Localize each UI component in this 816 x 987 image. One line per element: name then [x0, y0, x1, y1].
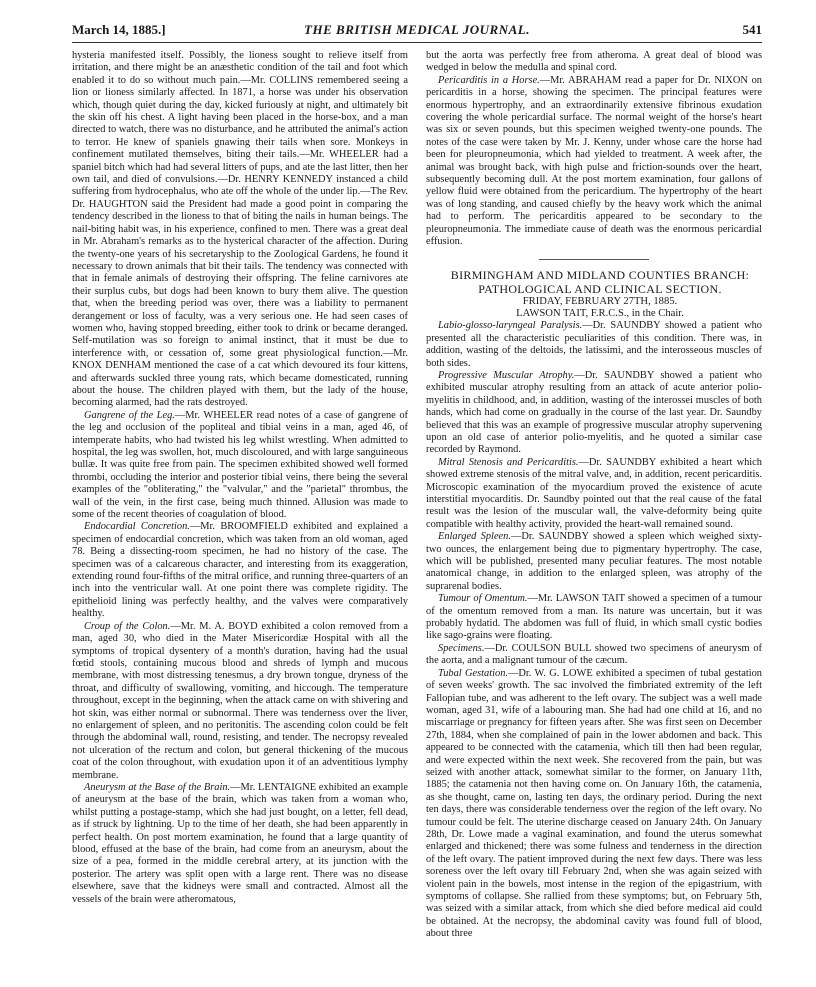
case-paragraph: [426, 75, 762, 249]
paragraph-text: —Dr. COULSON BULL showed two specimens of aneurysm of the aorta, and a malignant tumour of the cæcum.: [426, 642, 762, 667]
case-paragraph: [72, 621, 408, 782]
page-number: 541: [742, 22, 762, 37]
case-title: Gangrene of the Leg.: [84, 409, 175, 421]
case-paragraph: [426, 457, 762, 531]
continued-paragraph: [72, 50, 408, 410]
right-column-top: [426, 50, 762, 249]
paragraph-text: —Mr. LAWSON TAIT showed a specimen of a tumour of the omentum removed from a man. Its nature was uncertain, but it was probably hydatid. The abdomen was full of fluid, in which small cystic bodies like sago-grains were floating.: [426, 593, 762, 642]
paragraph-text: but the aorta was perfectly free from atheroma. A great deal of blood was wedged in below the medulla and spinal cord.: [426, 50, 762, 74]
section-divider: [539, 259, 649, 260]
case-title: Aneurysm at the Base of the Brain.: [84, 781, 231, 793]
case-paragraph: [426, 531, 762, 593]
case-title: Endocardial Concretion.: [84, 521, 190, 533]
case-title: Labio-glosso-laryngeal Paralysis.: [438, 320, 583, 332]
paragraph-text: —Dr. SAUNDBY exhibited a heart which showed extreme stenosis of the mitral valve, and, in addition, recent pericarditis. Microscopic examination of the myocardium proved the existence of acute interstitial myocarditis. Dr. Saundby pointed out that the real cause of the fatal result was the lesion of the muscular wall, the valve-deformity being quite compatible with healthy activity, provided the heart-wall remained sound.: [426, 456, 762, 530]
case-paragraph: [72, 410, 408, 522]
journal-title: THE BRITISH MEDICAL JOURNAL.: [304, 22, 530, 37]
paragraph-text: —Dr. SAUNDBY showed a patient who presented all the characteristic peculiarities of this condition. There was, in addition, wasting of the deltoids, the latissimi, and the interosseous muscles of both sides.: [426, 320, 762, 369]
case-title: Specimens.: [438, 642, 485, 654]
page-header: [72, 20, 762, 43]
case-title: Tumour of Omentum.: [438, 593, 528, 605]
case-paragraph: [72, 521, 408, 620]
case-title: Enlarged Spleen.: [438, 531, 511, 543]
paragraph-text: —Mr. LENTAIGNE exhibited an example of aneurysm at the base of the brain, which was taken from a woman who, whilst putting a postage-stamp, which she had just bought, on a letter, fell dead, as if struck by lightning. Up to the time of her death, she had been apparently in perfect health. On post mortem examination, he found that a large quantity of blood, effused at the base of the brain, had come from an aneurysm, about the size of a pea, formed in the middle cerebral artery, at its junction with the posterior. The artery was split open with a large rent. There was no disease elsewhere, save that the kidneys were small and contracted. Almost all the vessels of the brain were atheromatous,: [72, 781, 408, 905]
paragraph-text: —Dr. SAUNDBY showed a patient who exhibited muscular atrophy resulting from an attack of acute anterior polio-myelitis in childhood, and, in addition, wasting of the interossei muscles of both hands, which had come on gradually in the course of the last year. Dr. Saundby believed that this was an example of progressive muscular atrophy supervening upon an old case of anterior polio-myelitis, and he quoted a similar case recorded by Raymond.: [426, 369, 762, 456]
paragraph-text: —Dr. W. G. LOWE exhibited a specimen of tubal gestation of seven weeks' growth. The sac involved the fimbriated extremity of the left Fallopian tube, and was adherent to the left ovary. The subject was a well made woman, aged 31, wife of a labouring man. She had had one child at 16, and no miscarriage or pregnancy for fifteen years after. She was first seen on December 27th, 1884, when she complained of pain in the lower abdomen and back. This appeared to be connected with the catamenia, which till then had been regular, and were expected within the next week. She recovered from the pain, but was seized with another attack, somewhat similar to the former, on January 11th, 1885; the catamenia not then having come on. On January 16th, the catamenia, as she thought, came on, lasting ten days, the ordinary period. During the next ten days, there was considerable tenderness over the region of the left ovary. No tumour could be felt. The uterine discharge ceased on January 24th. On January 28th, Dr. Lowe made a vaginal examination, and found the uterus somewhat enlarged and thickened; there was some fulness and tenderness in the direction of the left ovary. The patient improved during the next few days. There was less soreness over the left ovary till February 2nd, when she was again seized with violent pain in the bowels, most intense in the region of the epigastrium, with symptoms of collapse. She rallied from these symptoms; but, on February 5th, was seized with a similar attack, from which she died before medical aid could be obtained. At the necropsy, the abdominal cavity was found full of blood, about three: [426, 667, 762, 940]
paragraph-text: —Mr. WHEELER read notes of a case of gangrene of the leg and occlusion of the popliteal and tibial veins in a man, aged 46, of intemperate habits, who had twisted his leg whilst wrestling. When admitted to hospital, the leg was swollen, hot, much discoloured, and with large sanguineous bullæ. It was quite free from pain. The specimen exhibited showed well formed thrombi, occluding the interior and posterior tibial veins, there being the several examples of the "obliterating," the "valvular," and the "parietal" thrombus, the wall of the vein, in the first case, being much thinned. Allusion was made to some of the recent theories of coagulation of blood.: [72, 409, 408, 521]
header-date: March 14, 1885.]: [72, 22, 166, 37]
case-paragraph: [426, 643, 762, 668]
paragraph-text: —Mr. ABRAHAM read a paper for Dr. NIXON on pericarditis in a horse, showing the specimen. The principal features were enormous hypertrophy, and an extraordinarily extensive fibrinous exudation covering the whole pericardial surface. The normal weight of the horse's heart was six or seven pounds, but this specimen weighed twenty-one pounds. The notes of the case were taken by Mr. J. Kenny, under whose care the horse had been for pleuropneumonia, which had yielded to treatment. A week after, the animal was brought back, with high pulse and friction-sounds over the heart, subsequently becoming dull. At the post mortem examination, four gallons of yellow fluid were obtained from the pericardium. The hypertrophy of the heart was of long standing, and caused chiefly by the heavy work which the animal had to perform. The pericarditis appeared to be secondary to the pleuropneumonia. The immediate cause of death was the enormous pericardial effusion.: [426, 74, 762, 248]
case-paragraph: [426, 593, 762, 643]
case-title: Mitral Stenosis and Pericarditis.: [438, 456, 579, 468]
case-paragraph: [426, 370, 762, 457]
meeting-chair: LAWSON TAIT, F.R.C.S., in the Chair.: [516, 307, 684, 319]
section-subheading: PATHOLOGICAL AND CLINICAL SECTION.: [478, 281, 722, 296]
section-heading: BIRMINGHAM AND MIDLAND COUNTIES BRANCH:: [450, 267, 750, 282]
case-paragraph: [72, 782, 408, 906]
paragraph-text: —Dr. SAUNDBY showed a spleen which weighed sixty-two ounces, the enlargement being due to pigmentary hypertrophy. The case, which will be published, presented many peculiar features. The most notable anatomical change, in addition to the enlarged spleen, was atrophy of the suprarenal bodies.: [426, 531, 762, 592]
right-column: [426, 50, 762, 980]
paragraph-text: —Mr. M. A. BOYD exhibited a colon removed from a man, aged 30, who died in the Mater Misericordiæ Hospital with all the symptoms of tropical dysentery of a month's duration, having had the usual fœtid stools, containing mucous blood and shreds of lymph and mucous membrane, with most distressing tenesmus, a dry brown tongue, dryness of the throat, and difficulty of swallowing, vomiting, and hiccough. The temperature throughout, except in the beginning, when the attack came on with shivering and hot skin, was either normal or subnormal. There was tenderness over the liver, no enlargement of spleen, and no peritonitis. The ascending colon could be felt through the abdominal wall, round, resisting, and tender. The necropsy revealed not ulceration of the rectum and colon, but general thickening of the mucous coat of the colon throughout, with exudation upon it of an adventitious lymphy membrane.: [72, 620, 408, 781]
right-column-bottom: [426, 320, 762, 940]
case-title: Progressive Muscular Atrophy.: [438, 369, 575, 381]
left-column: [72, 50, 408, 980]
paragraph-text: —Mr. BROOMFIELD exhibited and explained a specimen of endocardial concretion, which was taken from an old woman, aged 78. Being a dissecting-room specimen, he had no history of the case. The specimen was of a calcareous character, and interesting from its exaggeration, extending round four-fifths of the mitral orifice, and running three-quarters of an inch into the ventricular wall. At one point there was complete rigidity. The epithelioid lining was perfectly healthy, and the valves were comparatively healthy.: [72, 521, 408, 620]
continued-paragraph: [426, 50, 762, 75]
case-title: Croup of the Colon.: [84, 620, 171, 632]
case-paragraph: [426, 320, 762, 370]
case-paragraph: [426, 668, 762, 941]
paragraph-text: hysteria manifested itself. Possibly, the lioness sought to relieve itself from irritation, and there might be an anæsthetic condition of the tail and foot which enabled it to do so without much pain.—Mr. COLLINS remembered seeing a lion or lioness similarly affected. In 1871, a horse was under his observation which, though quiet during the day, kicked furiously at night, and ultimately bit the skin off his chest. A light having been placed in the horse-box, and a man directed to watch, there was no disturbance, and he attributed the animal's action to terror. He knew of spaniels gnawing their tails when sore. Monkeys in confinement mutilated themselves, biting their tails.—Mr. WHEELER had a spaniel bitch which had had several litters of pups, and ate the last litter, then her own tail, and died of convulsions.—Dr. HENRY KENNEDY instanced a child suffering from hydrocephalus, who ate off the whole of the under lip.—The Rev. Dr. HAUGHTON said the President had made a good point in comparing the tendency described in the lioness to that of biting the nails in human beings. The nail-biting habit was, in his experience, confined to men. There was a great deal in Mr. Abraham's remarks as to the hysterical character of the affection. During the twenty-one years of his secretaryship to the Zoological Gardens, he found it necessary to drown animals that bit their tails. The tendency was connected with that in female animals of destroying their offspring. The feline carnivores ate their surplus cubs, but dogs had been known to bury them alive. The question that, when the breeding period was over, there was a liability to permanent derangement or loss of faculty, was a very serious one. He had seen cases of women who, having stopped breeding, either took to drink or became deranged. Self-mutilation was so foreign to animal instinct, that it must be due to interference with, or cessation of, some great physiological function.—Mr. KNOX DENHAM mentioned the case of a cat which devoured its four kittens, and afterwards suckled three young rats, which became domesticated, running about the house. The children played with them, but the lady of the house, becoming alarmed, had the rats destroyed.: [72, 50, 408, 409]
case-title: Tubal Gestation.: [438, 667, 508, 679]
meeting-date: FRIDAY, FEBRUARY 27TH, 1885.: [522, 295, 678, 307]
case-title: Pericarditis in a Horse.: [438, 74, 540, 86]
